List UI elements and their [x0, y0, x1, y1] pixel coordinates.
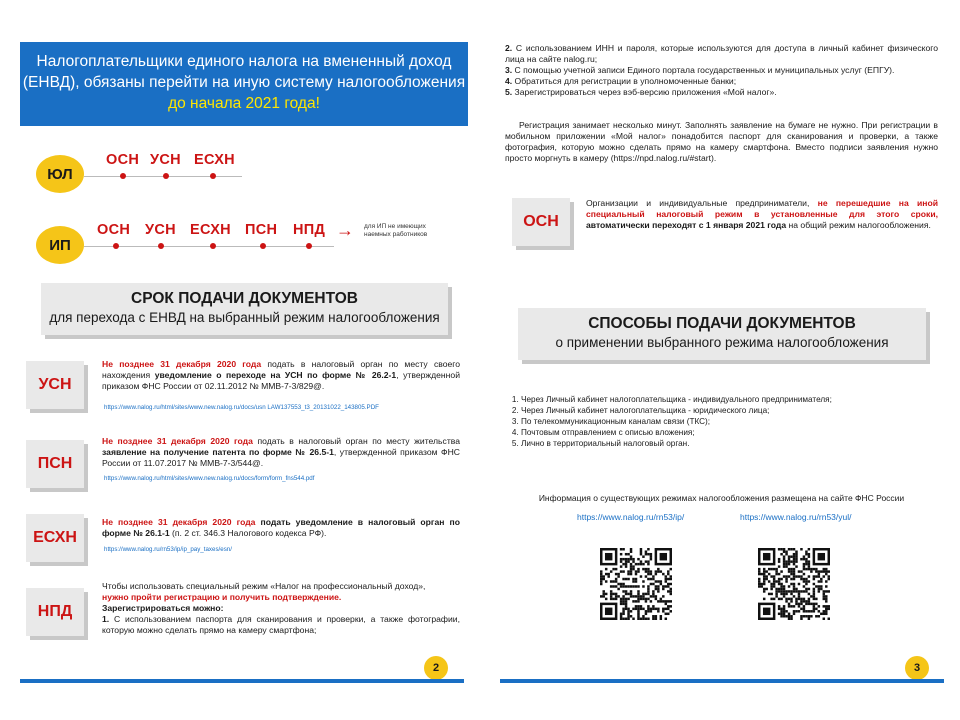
page-number-right: 3 — [905, 656, 929, 680]
ip-regime-usn: УСН — [145, 222, 176, 238]
ip-regime-osn: ОСН — [97, 222, 131, 238]
yul-regime-eshn: ЕСХН — [194, 152, 235, 168]
ip-regime-npd: НПД — [293, 222, 326, 238]
banner-line-3: до начала 2021 года! — [168, 95, 320, 112]
npd-label-box: НПД — [26, 588, 84, 636]
eshn-label-box: ЕСХН — [26, 514, 84, 562]
eshn-text-1: (п. 2 ст. 346.3 Налогового кодекса РФ). — [169, 528, 327, 538]
list-number: 2. — [505, 43, 513, 53]
npd-text-1: Чтобы использовать специальный режим «Налог на профессиональный доход», — [102, 581, 426, 591]
list-item: 4. Почтовым отправлением с описью вложения; — [521, 427, 941, 438]
yul-regime-osn: ОСН — [106, 152, 140, 168]
psn-text-2: , утвержденной приказом ФНС России от 11.07.2017 № ММВ-7-3/544@. — [102, 447, 460, 468]
npd-item-1: С использованием паспорта для сканирования и проверки, а также фотографии, которую можно сделать прямо на камеру смартфона; — [102, 614, 460, 635]
ip-dot — [306, 243, 312, 249]
list-item: 2. Через Личный кабинет налогоплательщика - юридического лица; — [521, 405, 941, 416]
usn-text-2: , утвержденной приказом ФНС России от 02.11.2012 № ММВ-7-3/829@. — [102, 370, 460, 391]
ip-npd-note — [364, 223, 427, 239]
link-ip[interactable]: https://www.nalog.ru/rn53/ip/ — [577, 512, 685, 522]
osn-text — [586, 198, 938, 231]
usn-label-box: УСН — [26, 361, 84, 409]
footer-bar-left — [20, 679, 464, 683]
yul-dot — [120, 173, 126, 179]
footer-bar-right — [500, 679, 944, 683]
npd-item-number: 1. — [102, 614, 110, 624]
qr-code-yul-icon[interactable] — [758, 548, 830, 620]
ip-npd-note-line-1: для ИП не имеющих — [364, 223, 426, 230]
list-item: Зарегистрироваться через вэб-версию приложения «Мой налог». — [512, 87, 777, 97]
registration-methods-continued — [505, 43, 938, 98]
list-item: С использованием ИНН и пароля, которые используются для доступа в личный кабинет физического лица на сайте nalog.ru; — [505, 43, 938, 64]
info-text: Информация о существующих режимах налогообложения размещена на сайте ФНС России — [538, 493, 905, 503]
page-number-left: 2 — [424, 656, 448, 680]
eshn-text — [102, 517, 460, 539]
banner-line-2: (ЕНВД), обязаны перейти на иную систему налогообложения — [22, 74, 466, 91]
list-number: 5. — [505, 87, 513, 97]
deadline-title: СРОК ПОДАЧИ ДОКУМЕНТОВ — [131, 290, 358, 307]
npd-text — [102, 581, 460, 636]
list-number: 3. — [505, 65, 513, 75]
osn-label-box: ОСН — [512, 198, 570, 246]
ip-line — [84, 246, 334, 247]
yul-badge: ЮЛ — [36, 155, 84, 193]
ip-regime-eshn: ЕСХН — [190, 222, 231, 238]
list-item: С помощью учетной записи Единого портала государственных и муниципальных услуг (ЕПГУ). — [512, 65, 895, 75]
osn-text-2: на общий режим налогообложения. — [786, 220, 931, 230]
deadline-subtitle: для перехода с ЕНВД на выбранный режим налогообложения — [49, 310, 440, 325]
qr-code-ip-icon[interactable] — [600, 548, 672, 620]
psn-label-box: ПСН — [26, 440, 84, 488]
usn-text-1: подать в налоговый орган по месту своего нахождения — [102, 359, 460, 380]
list-item: 1. Через Личный кабинет налогоплательщика - индивидуального предпринимателя; — [521, 394, 941, 405]
list-number: 4. — [505, 76, 513, 86]
npd-registration-note: нужно пройти регистрацию и получить подтверждение. — [102, 592, 342, 602]
ip-npd-note-line-2: наемных работников — [364, 231, 428, 238]
registration-paragraph: Регистрация занимает несколько минут. Заполнять заявление на бумаге не нужно. При регистрации в мобильном приложении «Мой налог» понадобится паспорт для сканирования и проверки, а также фотография, которую можно сделать прямо на камеру смартфона. Вместо подписи заявления нужно просто моргнуть в камеру (https://npd.nalog.ru/#start). — [505, 120, 938, 163]
list-item: Обратиться для регистрации в уполномоченные банки; — [512, 76, 737, 86]
yul-regime-usn: УСН — [150, 152, 181, 168]
ip-regime-psn: ПСН — [245, 222, 278, 238]
ip-dot — [210, 243, 216, 249]
methods-header-box — [518, 308, 926, 360]
ip-badge: ИП — [36, 226, 84, 264]
usn-text — [102, 359, 460, 392]
methods-title: СПОСОБЫ ПОДАЧИ ДОКУМЕНТОВ — [588, 315, 856, 332]
osn-text-1: Организации и индивидуальные предприниматели, — [586, 198, 818, 208]
ip-dot — [260, 243, 266, 249]
arrow-right-icon: → — [336, 220, 354, 240]
list-item: 3. По телекоммуникационным каналам связи (ТКС); — [521, 416, 941, 427]
yul-dot — [163, 173, 169, 179]
eshn-deadline: Не позднее 31 декабря 2020 года — [102, 517, 256, 527]
eshn-link[interactable]: https://www.nalog.ru/rn53/ip/ip_pay_taxes/esn/ — [104, 546, 232, 553]
psn-text — [102, 436, 460, 469]
npd-register-heading: Зарегистрироваться можно: — [102, 603, 224, 613]
osn-condition: не перешедшие на иной специальный налоговый режим в установленные для этого сроки, — [586, 198, 938, 219]
usn-deadline: Не позднее 31 декабря 2020 года — [102, 359, 262, 369]
link-yul[interactable]: https://www.nalog.ru/rn53/yul/ — [740, 512, 852, 522]
yul-dot — [210, 173, 216, 179]
psn-form: заявление на получение патента по форме № 26.5-1 — [102, 447, 334, 457]
list-item: 5. Лично в территориальный налоговый орган. — [521, 438, 941, 449]
osn-transition-date: автоматически переходят с 1 января 2021 года — [586, 220, 787, 230]
ip-dot — [158, 243, 164, 249]
title-banner — [20, 42, 468, 126]
psn-text-1: подать в налоговый орган по месту жительства — [252, 436, 461, 446]
psn-link[interactable]: https://www.nalog.ru/html/sites/www.new.nalog.ru/docs/form/form_fns544.pdf — [104, 475, 315, 482]
deadline-header-box — [41, 283, 448, 335]
eshn-form: подать уведомление в налоговый орган по форме № 26.1-1 — [102, 517, 460, 538]
banner-line-1: Налогоплательщики единого налога на вмененный доход — [36, 53, 452, 70]
psn-deadline: Не позднее 31 декабря 2020 года — [102, 436, 253, 446]
usn-form: уведомление о переходе на УСН по форме № 26.2-1 — [154, 370, 397, 380]
ip-dot — [113, 243, 119, 249]
methods-list — [505, 394, 941, 449]
usn-link[interactable]: https://www.nalog.ru/html/sites/www.new.nalog.ru/docs/usn LAW137553_t3_20131022_143805.PDF — [104, 404, 379, 411]
methods-subtitle: о применении выбранного режима налогообложения — [555, 335, 889, 350]
